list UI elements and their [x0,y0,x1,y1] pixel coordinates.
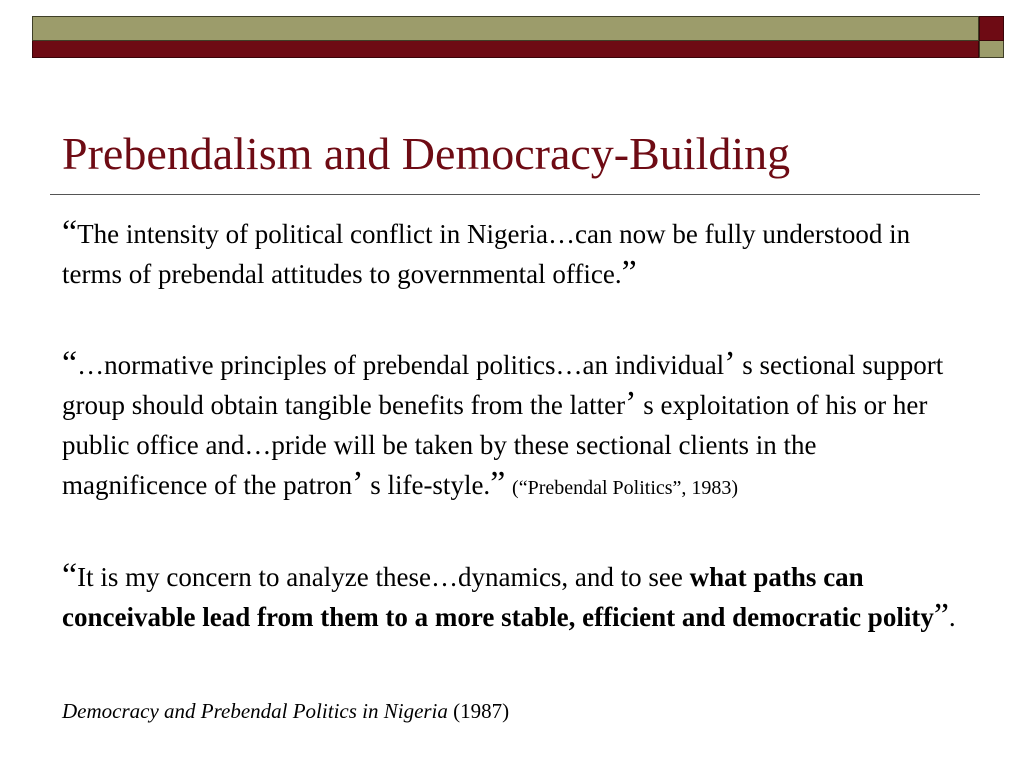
quote-1-text: The intensity of political conflict in Nigeria…can now be fully understood in terms of prebendal attitudes to governmental office. [62,219,911,289]
quote-2-apostrophe-2: ’ [625,385,637,422]
quote-3-open-mark: “ [62,557,78,594]
quote-2-text-part-1: …normative principles of prebendal politics…an individual [77,350,725,380]
header-band-maroon [32,41,979,58]
quote-3-end-period: . [948,602,956,632]
quote-2-apostrophe-3: ’ [352,465,364,502]
source-citation [62,696,509,726]
quote-2-apostrophe-1: ’ [724,345,736,382]
quote-2-text-part-3: s exploitation of his or her public office and…pride will be taken by these sectional clients in the magnificence of the patron [62,390,928,500]
quote-3-text: It is my concern to analyze these…dynamics, and to see [77,562,690,592]
quote-3-close-mark: ” [933,597,949,634]
quote-2-text-part-4: s life-style. [370,470,491,500]
quote-3 [62,557,962,637]
header-corner-square-olive [979,41,1004,58]
quote-3-bold-text: what paths can conceivable lead from them to a more stable, efficient and democratic polity [62,562,934,632]
slide-title: Prebendalism and Democracy-Building [62,128,791,179]
source-year: (1987) [447,699,510,723]
title-divider [50,194,980,195]
quote-2 [62,345,962,508]
header-band-olive [32,16,979,41]
header-corner-square-maroon [979,16,1004,41]
quote-2-citation: (“Prebendal Politics”, 1983) [512,477,739,499]
quote-1-close-mark: ” [621,254,637,291]
quote-1-open-mark: “ [62,214,78,251]
quote-2-close-mark: ” [490,465,506,502]
source-book-title: Democracy and Prebendal Politics in Nigeria [62,699,448,723]
quote-2-open-mark: “ [62,345,78,382]
quote-1 [62,214,962,294]
quote-2-text-part-2: s sectional support group should obtain tangible benefits from the latter [62,350,944,420]
